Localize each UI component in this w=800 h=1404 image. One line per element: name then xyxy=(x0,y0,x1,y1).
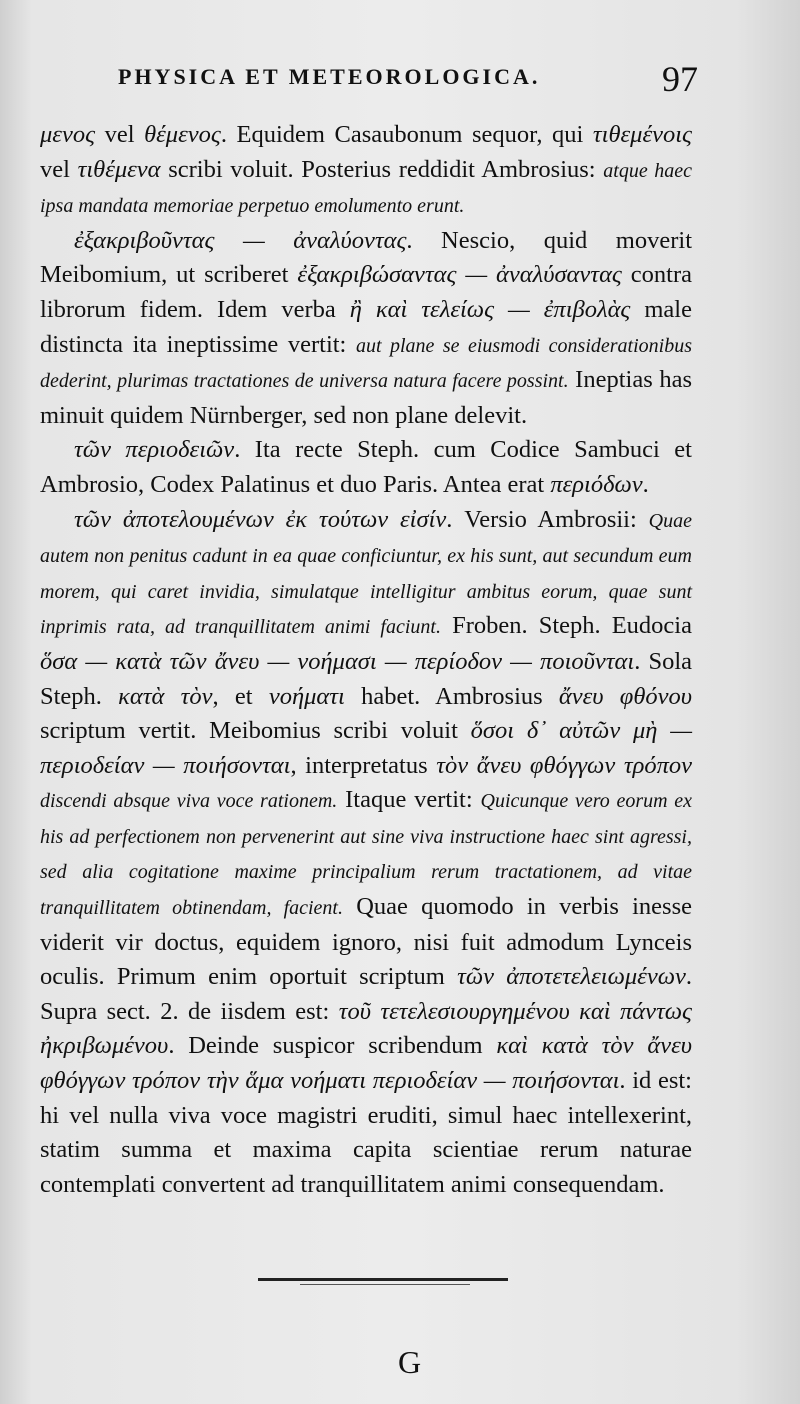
page-header xyxy=(118,58,698,108)
body-run: scribi voluit. Posterius reddidit Ambrosius: xyxy=(160,155,604,183)
greek-text: ὅσοι δ᾽ αὐτῶν μὴ — περιοδείαν — ποιήσονται xyxy=(40,717,692,779)
greek-text: ὅσα — κατὰ τῶν ἄνευ — νοήμασι — περίοδον — ποιοῦνται xyxy=(40,647,635,675)
body-run: . Ita recte Steph. cum Codice Sambuci et Ambrosio, Codex Palatinus et duo Paris. Antea erat xyxy=(40,436,692,498)
greek-text: τῶν ἀποτετελειωμένων xyxy=(457,963,686,991)
body-run: . Supra sect. 2. de iisdem est: xyxy=(40,963,692,1025)
greek-text: καὶ κατὰ τὸν ἄνευ φθόγγων τρόπον τὴν ἅμα νοήματι περιοδείαν — ποιήσονται xyxy=(40,1032,692,1095)
greek-text: ἐξακριβώσαντας — ἀναλύσαντας xyxy=(297,261,622,289)
greek-text: τοῦ τετελεσιουργημένου καὶ πάντως ἠκριβωμένου xyxy=(40,997,693,1060)
body-run: , et xyxy=(212,682,269,710)
paragraph-3 xyxy=(40,433,692,502)
greek-text: μενος xyxy=(40,121,96,148)
body-run: Itaque vertit: xyxy=(337,786,481,814)
body-run: . Versio Ambrosii: xyxy=(446,505,649,533)
body-run: . xyxy=(642,470,649,498)
body-run: Quae quomodo in verbis inesse viderit vir doctus, equidem ignoro, nisi fuit admodum Lynceis oculis. Primum enim oportuit scriptum xyxy=(40,893,693,991)
body-run: . Deinde suspicor scribendum xyxy=(168,1032,497,1060)
paragraph-2 xyxy=(40,224,692,434)
latin-quote: aut plane se eiusmodi considerationibus dederint, plurimas tractationes de universa natura facere possint. xyxy=(40,334,692,393)
body-run: male distincta ita ineptissime vertit: xyxy=(40,295,692,358)
body-run: contra librorum fidem. Idem verba xyxy=(40,261,693,323)
section-rule xyxy=(258,1278,508,1281)
greek-text: ἄνευ φθόνου xyxy=(558,682,692,710)
paragraph-1 xyxy=(40,118,692,224)
greek-text: ἢ καὶ τελείως — ἐπιβολὰς xyxy=(349,295,631,323)
body-run: vel xyxy=(40,155,78,183)
paragraph-4 xyxy=(40,503,692,1203)
body-run: Froben. Steph. Eudocia xyxy=(440,612,692,640)
page-number: 97 xyxy=(662,59,698,99)
body-run: . Sola Steph. xyxy=(40,647,693,710)
latin-quote: discendi absque viva voce rationem. xyxy=(40,790,338,813)
body-run: . Nescio, quid moverit Meibomium, ut scriberet xyxy=(40,226,692,289)
greek-text: τῶν ἀποτελουμένων ἐκ τούτων εἰσίν xyxy=(74,505,447,533)
greek-text: τιθέμενα xyxy=(77,155,161,183)
body-run: . Equidem Casaubonum sequor, qui xyxy=(220,121,593,148)
body-run: habet. Ambrosius xyxy=(344,682,559,710)
body-run: Ineptias has minuit quidem Nürnberger, sed non plane delevit. xyxy=(40,366,692,429)
greek-text: κατὰ τὸν xyxy=(118,682,213,710)
body-text xyxy=(40,118,692,1202)
latin-quote: Quicunque vero eorum ex his ad perfectionem non pervenerint aut sine viva instructione haec sint agressi, sed alia cogitatione maxime principalium rerum tractationem, ad vitae tranquillitatem obtinendam, facient. xyxy=(40,790,693,920)
body-run: vel xyxy=(95,121,145,148)
greek-text: νοήματι xyxy=(268,682,345,710)
body-run: . id est: hi vel nulla viva voce magistri eruditi, simul haec intellexerint, statim summa et maxima capita scientiae rerum naturae contemplati convertent ad tranquillitatem animi consequendam. xyxy=(40,1067,692,1198)
greek-text: τιθεμένοις xyxy=(592,121,692,148)
greek-text: ἐξακριβοῦντας — ἀναλύοντας xyxy=(74,226,407,254)
greek-text: τὸν ἄνευ φθόγγων τρόπον xyxy=(436,751,693,779)
greek-text: θέμενος xyxy=(144,121,221,148)
body-run: , interpretatus xyxy=(290,751,437,779)
section-rule-thin xyxy=(300,1284,470,1285)
running-head: PHYSICA ET METEOROLOGICA. xyxy=(118,64,541,89)
signature-mark: G xyxy=(398,1344,422,1380)
greek-text: περιόδων xyxy=(550,470,643,498)
greek-text: τῶν περιοδειῶν xyxy=(74,436,235,464)
latin-quote: atque haec ipsa mandata memoriae perpetuo emolumento erunt. xyxy=(40,159,693,218)
latin-quote: Quae autem non penitus cadunt in ea quae conficiuntur, ex his sunt, aut secundum eum morem, qui caret invidia, simulatque intelligitur ambitus eorum, quae sunt inprimis rata, ad tranquillitatem animi faciunt. xyxy=(40,509,692,639)
body-run: scriptum vertit. Meibomius scribi voluit xyxy=(40,717,471,745)
